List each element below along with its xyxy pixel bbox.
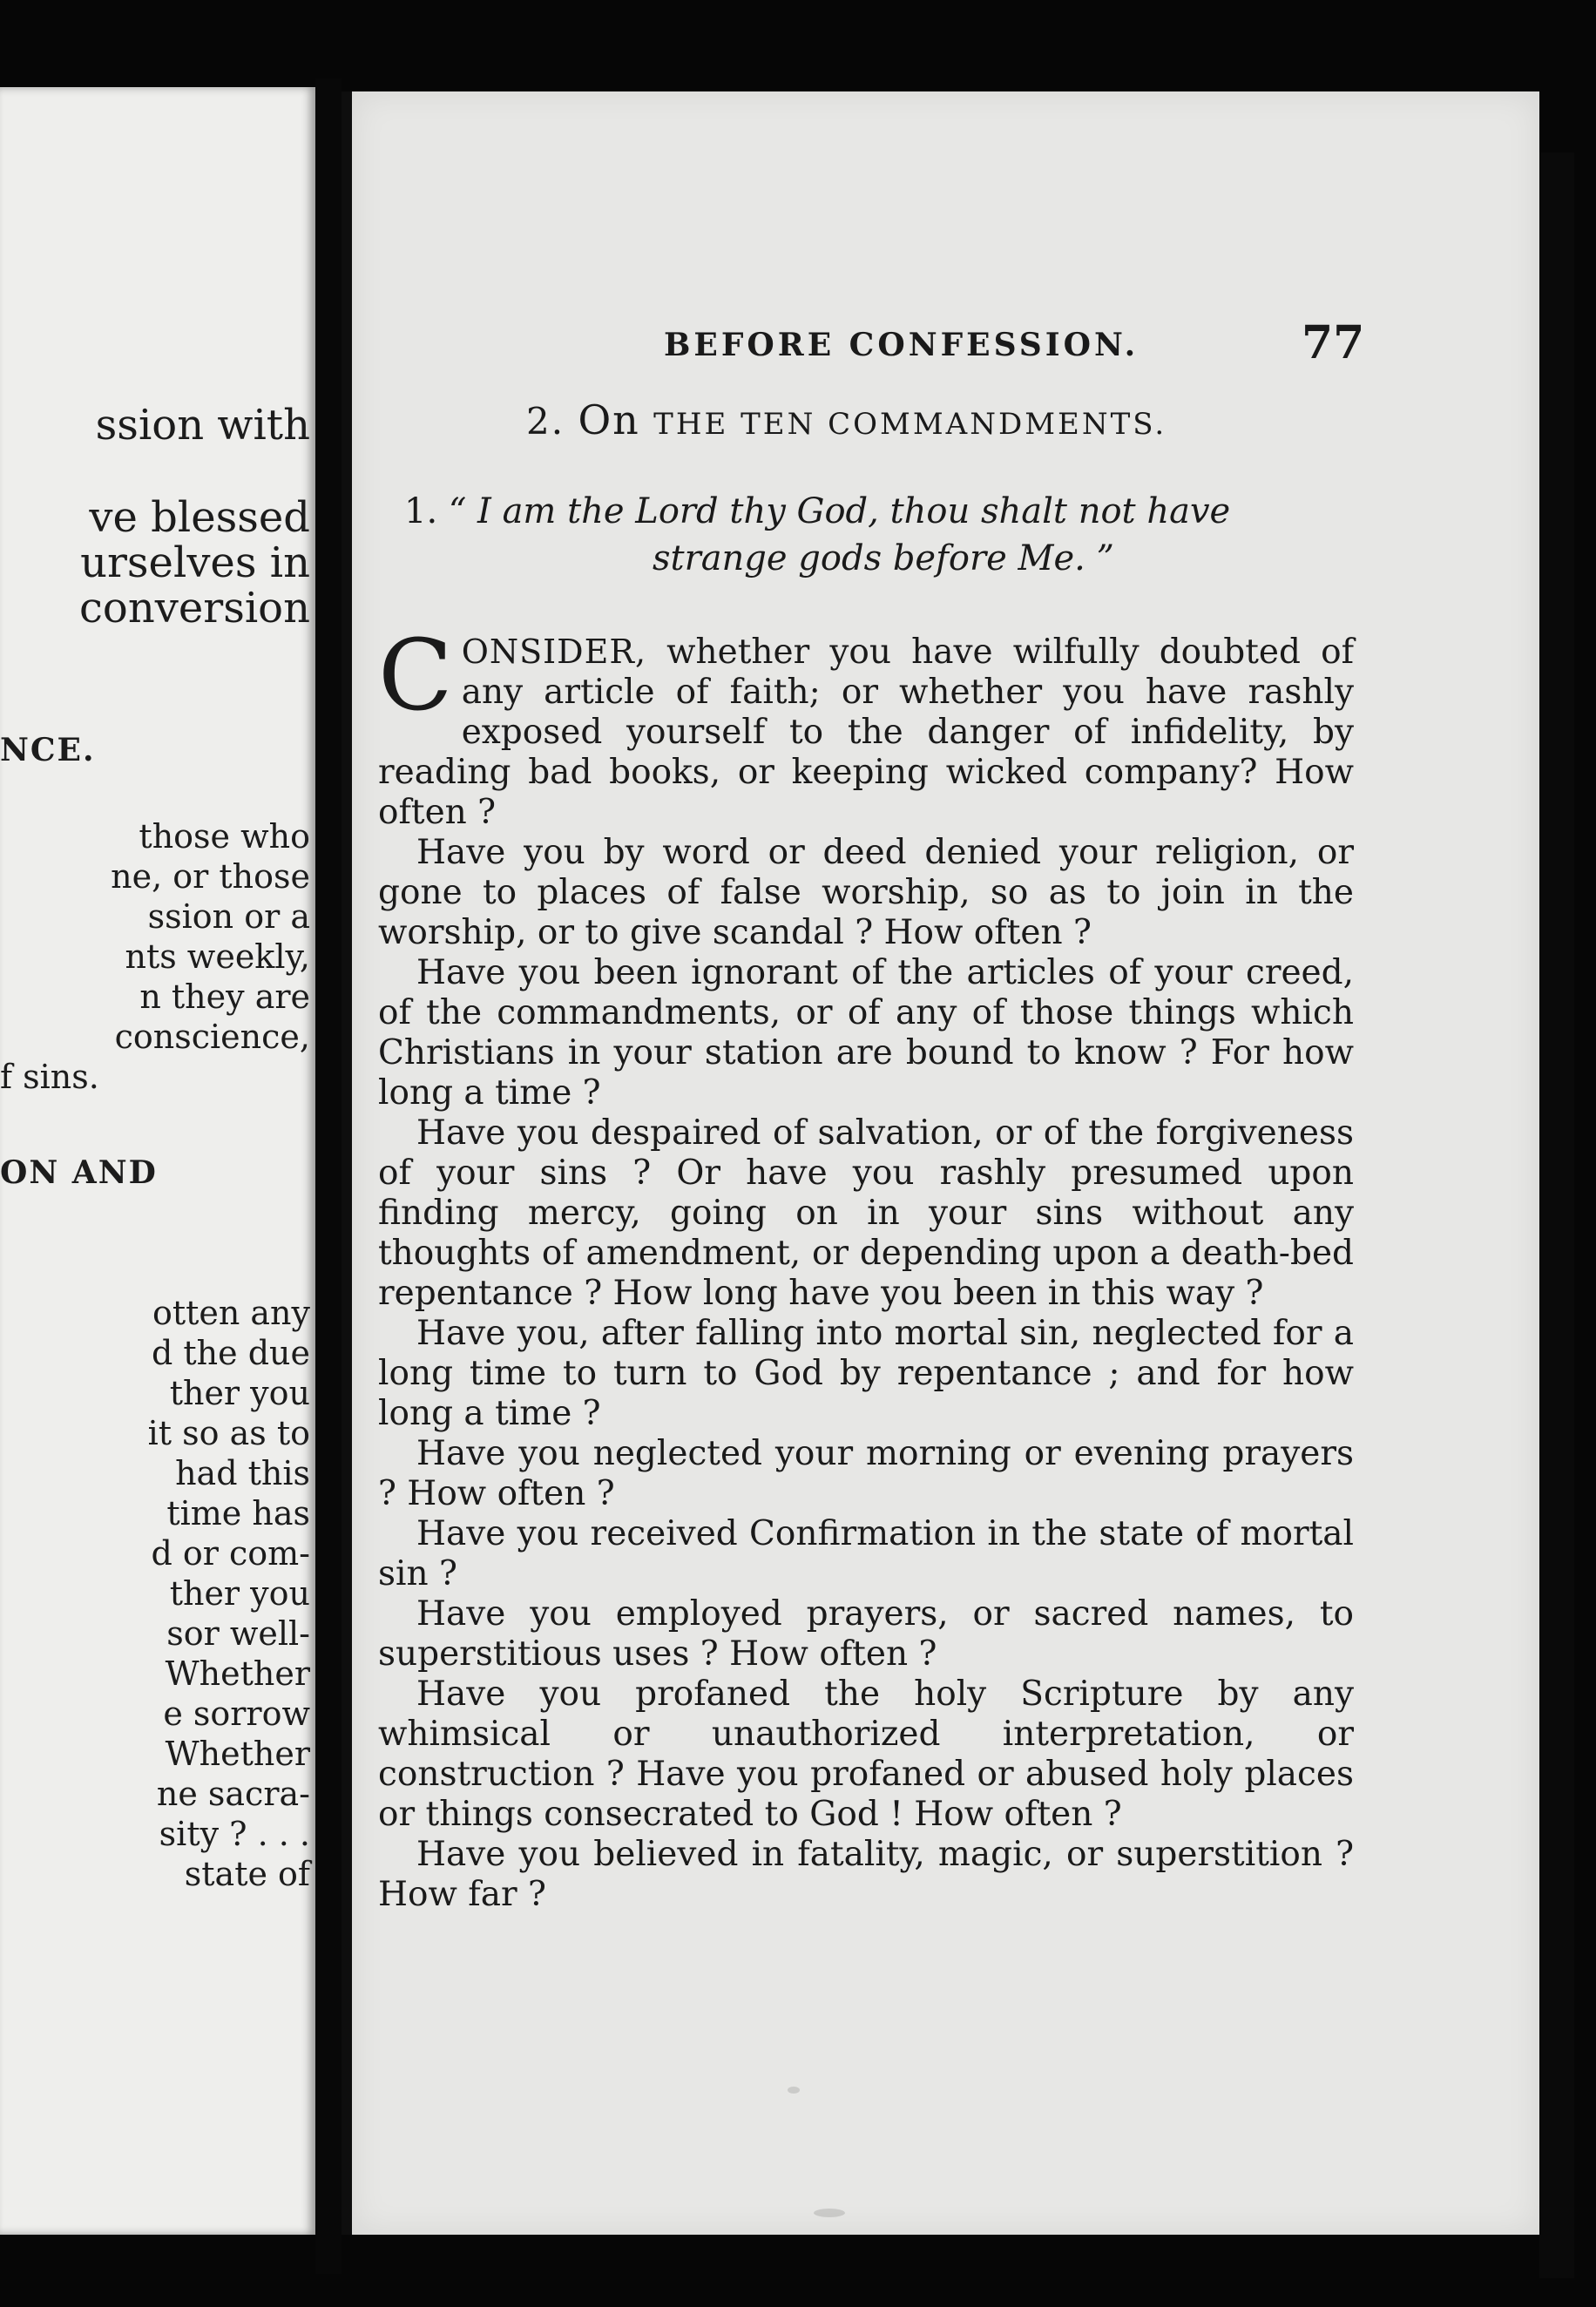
- left-page-line: state of: [184, 1855, 310, 1893]
- paragraph: Have you received Confirmation in the state of mortal sin ?: [378, 1514, 1354, 1593]
- left-page-line: ne sacra-: [156, 1775, 310, 1813]
- left-page-line: had this: [175, 1454, 310, 1492]
- drop-cap: C: [378, 619, 453, 733]
- left-page-line: n they are: [139, 978, 310, 1016]
- left-page-heading: ON AND: [0, 1154, 158, 1191]
- left-page-line: sor well-: [166, 1614, 310, 1653]
- left-page-line: e sorrow: [163, 1695, 310, 1733]
- left-page-heading: NCE.: [0, 732, 96, 768]
- left-page-line: ther you: [169, 1574, 310, 1613]
- paragraph-text: whether you have wilfully doubted of any article of faith; or whether you have rashly exposed yourself to the danger of infidelity, by reading bad books, or keeping wicked company? How often ?: [378, 633, 1354, 832]
- left-page-line: urselves in: [80, 538, 310, 587]
- lead-word: ONSIDER,: [461, 633, 647, 671]
- left-page-line: d or com-: [151, 1534, 310, 1573]
- left-page-line: ssion with: [95, 401, 310, 450]
- left-page-line: ve blessed: [89, 493, 310, 542]
- page-number: 77: [1302, 316, 1365, 369]
- previous-page-fragment: [0, 87, 315, 2235]
- left-page-line: it so as to: [147, 1414, 310, 1452]
- section-first-word: On: [578, 396, 640, 443]
- paragraph: Have you profaned the holy Scripture by any whimsical or unauthorized interpretation, or construction ? Have you profaned or abused holy places or things consecrated to God ! How often ?: [378, 1674, 1354, 1834]
- paragraph: Have you by word or deed denied your religion, or gone to places of false worship, so as to join in the worship, or to give scandal ? How often ?: [378, 833, 1354, 952]
- commandment-text-line-2: strange gods before Me. ”: [652, 538, 1115, 578]
- left-page-line: otten any: [152, 1294, 310, 1332]
- left-page-line: time has: [166, 1494, 310, 1532]
- page-edge-shadow: [1539, 152, 1574, 2278]
- section-title: [526, 396, 1167, 443]
- left-page-line: conversion: [79, 584, 310, 633]
- commandment-text-line-1: “ I am the Lord thy God, thou shalt not have: [448, 491, 1231, 531]
- left-page-line: conscience,: [114, 1018, 310, 1056]
- examination-text: [378, 619, 1354, 1915]
- ink-speck: [788, 2087, 800, 2094]
- left-page-line: nts weekly,: [125, 937, 310, 976]
- paragraph: Have you employed prayers, or sacred names, to superstitious uses ? How often ?: [378, 1594, 1354, 1674]
- paragraph: Have you neglected your morning or evening prayers ? How often ?: [378, 1434, 1354, 1513]
- paragraph: Have you, after falling into mortal sin, neglected for a long time to turn to God by repentance ; and for how long a time ?: [378, 1314, 1354, 1433]
- left-page-line: Whether: [165, 1735, 310, 1773]
- paragraph: Have you believed in fatality, magic, or superstition ? How far ?: [378, 1835, 1354, 1914]
- book-page: [342, 91, 1539, 2235]
- left-page-line: ssion or a: [147, 897, 310, 936]
- left-page-line: sity ? . . .: [159, 1815, 310, 1853]
- commandment-number: 1.: [404, 491, 438, 531]
- left-page-line: those who: [139, 817, 310, 856]
- book-gutter: [315, 78, 342, 2274]
- left-page-line: d the due: [151, 1334, 310, 1372]
- paragraph: Have you despaired of salvation, or of the forgiveness of your sins ? Or have you rashly presumed upon finding mercy, going on in your sins without any thoughts of amendment, or depending upon a death-bed repentance ? How long have you been in this way ?: [378, 1113, 1354, 1313]
- paragraph: Have you been ignorant of the articles of your creed, of the commandments, or of any of those things which Christians in your station are bound to know ? For how long a time ?: [378, 953, 1354, 1113]
- ink-speck: [814, 2209, 845, 2217]
- left-page-line: ther you: [169, 1374, 310, 1412]
- running-head: BEFORE CONFESSION.: [664, 327, 1140, 363]
- section-title-rest: THE TEN COMMANDMENTS.: [653, 407, 1167, 442]
- section-number: 2.: [526, 400, 565, 443]
- left-page-line: Whether: [165, 1654, 310, 1693]
- commandment-heading: [404, 488, 1363, 582]
- left-page-line: ne, or those: [111, 857, 310, 896]
- paragraph: [378, 619, 1354, 833]
- left-page-line: f sins.: [0, 1058, 99, 1096]
